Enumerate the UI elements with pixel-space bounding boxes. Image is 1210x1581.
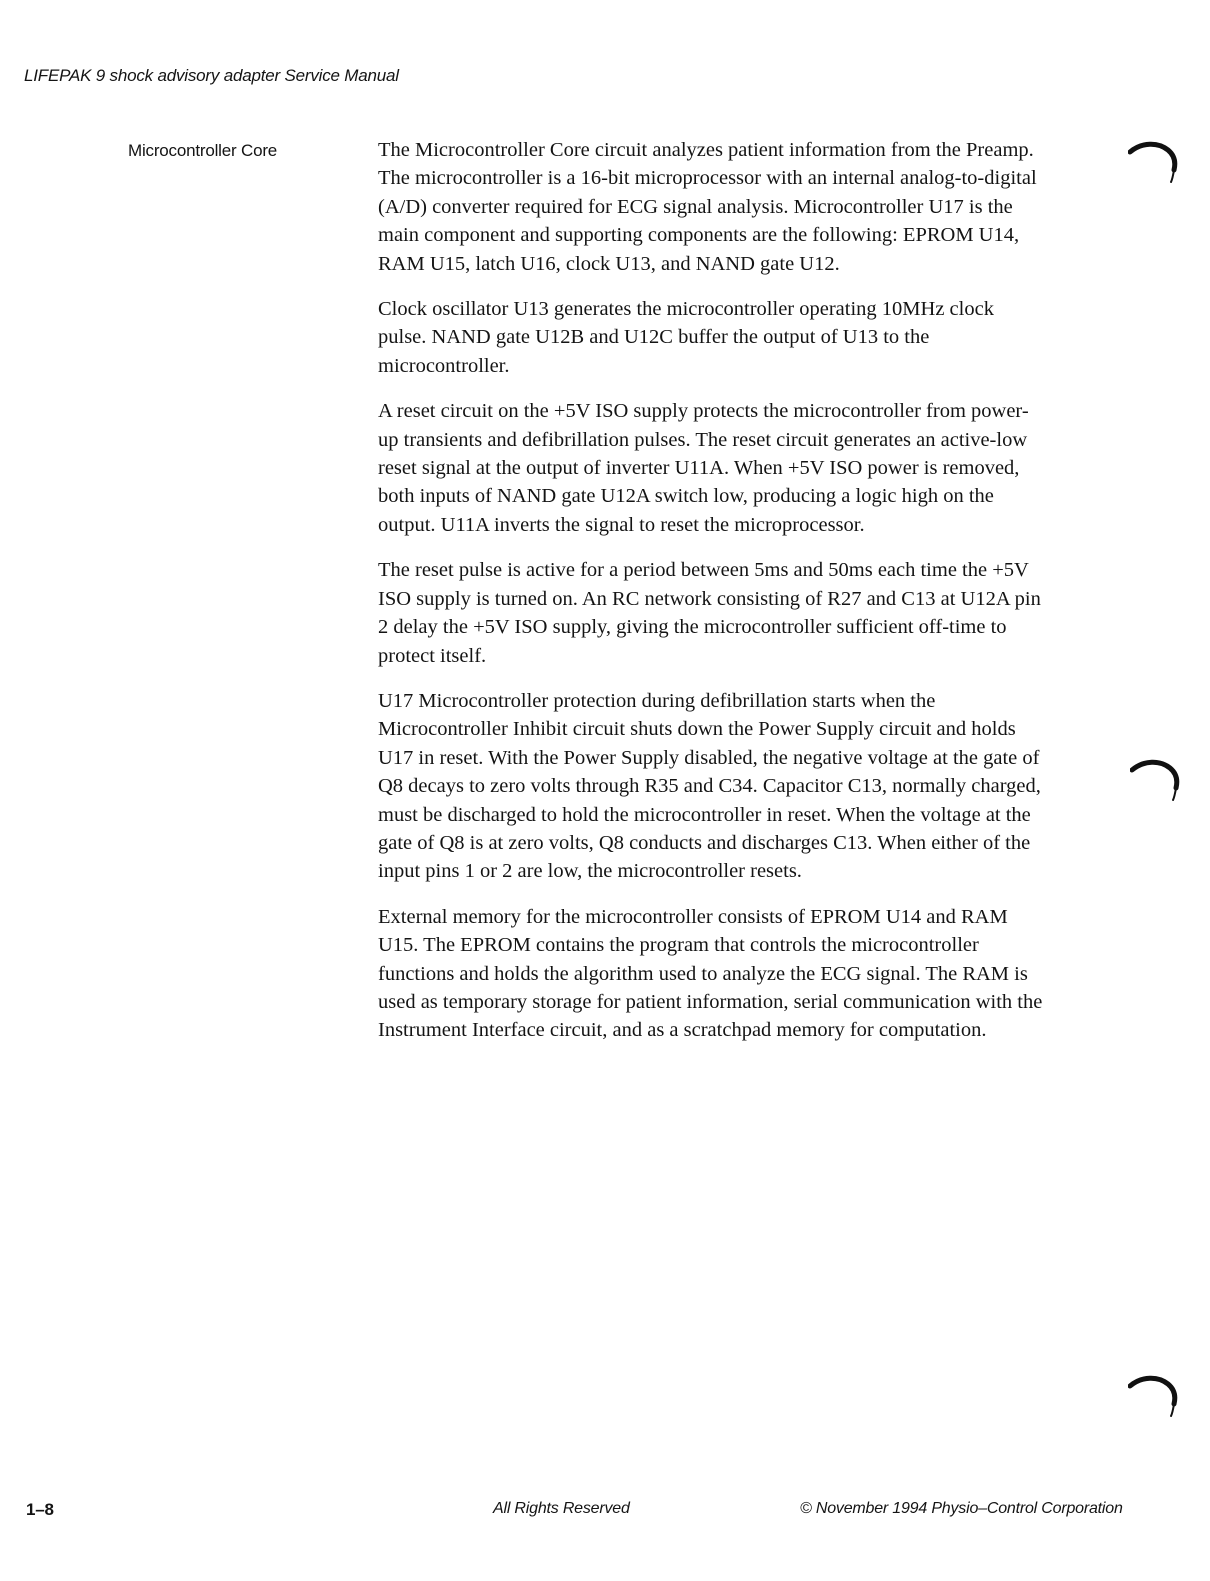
punch-hole-mark-middle	[1130, 758, 1186, 806]
paragraph-4: The reset pulse is active for a period between 5ms and 50ms each time the +5V ISO supply is turned on. An RC network consisting of R27 and C13 at U12A pin 2 delay the +5V ISO supply, giving the microcontroller sufficient off-time to protect itself.	[378, 559, 1041, 667]
punch-hole-mark-top	[1128, 140, 1184, 188]
paragraph-2: Clock oscillator U13 generates the microcontroller operating 10MHz clock pulse. NAND gate U12B and U12C buffer the output of U13 to the microcontroller.	[378, 298, 994, 377]
copyright-notice: © November 1994 Physio–Control Corporation	[800, 1500, 1123, 1517]
page-number: 1–8	[26, 1500, 54, 1519]
section-body	[378, 136, 1043, 1062]
paragraph-1: The Microcontroller Core circuit analyzes patient information from the Preamp. The microcontroller is a 16-bit microprocessor with an internal analog-to-digital (A/D) converter required for ECG signal analysis. Microcontroller U17 is the main component and supporting components are the following: EPROM U14, RAM U15, latch U16, clock U13, and NAND gate U12.	[378, 139, 1037, 275]
running-header: LIFEPAK 9 shock advisory adapter Service Manual	[24, 66, 399, 85]
section-label: Microcontroller Core	[128, 141, 278, 160]
paragraph-6: External memory for the microcontroller consists of EPROM U14 and RAM U15. The EPROM contains the program that controls the microcontroller functions and holds the algorithm used to analyze the ECG signal. The RAM is used as temporary storage for patient information, serial communication with the Instrument Interface circuit, and as a scratchpad memory for computation.	[378, 905, 1043, 1042]
punch-hole-mark-bottom	[1128, 1374, 1184, 1422]
paragraph-3: A reset circuit on the +5V ISO supply protects the microcontroller from power-up transients and defibrillation pulses. The reset circuit generates an active-low reset signal at the output of inverter U11A. When +5V ISO power is removed, both inputs of NAND gate U12A switch low, producing a logic high on the output. U11A inverts the signal to reset the microprocessor.	[378, 400, 1029, 536]
rights-notice: All Rights Reserved	[493, 1500, 630, 1517]
paragraph-5: U17 Microcontroller protection during defibrillation starts when the Microcontroller Inhibit circuit shuts down the Power Supply circuit and holds U17 in reset. With the Power Supply disabled, the negative voltage at the gate of Q8 decays to zero volts through R35 and C34. Capacitor C13, normally charged, must be discharged to hold the microcontroller in reset. When the voltage at the gate of Q8 is at zero volts, Q8 conducts and discharges C13. When either of the input pins 1 or 2 are low, the microcontroller resets.	[378, 689, 1041, 883]
